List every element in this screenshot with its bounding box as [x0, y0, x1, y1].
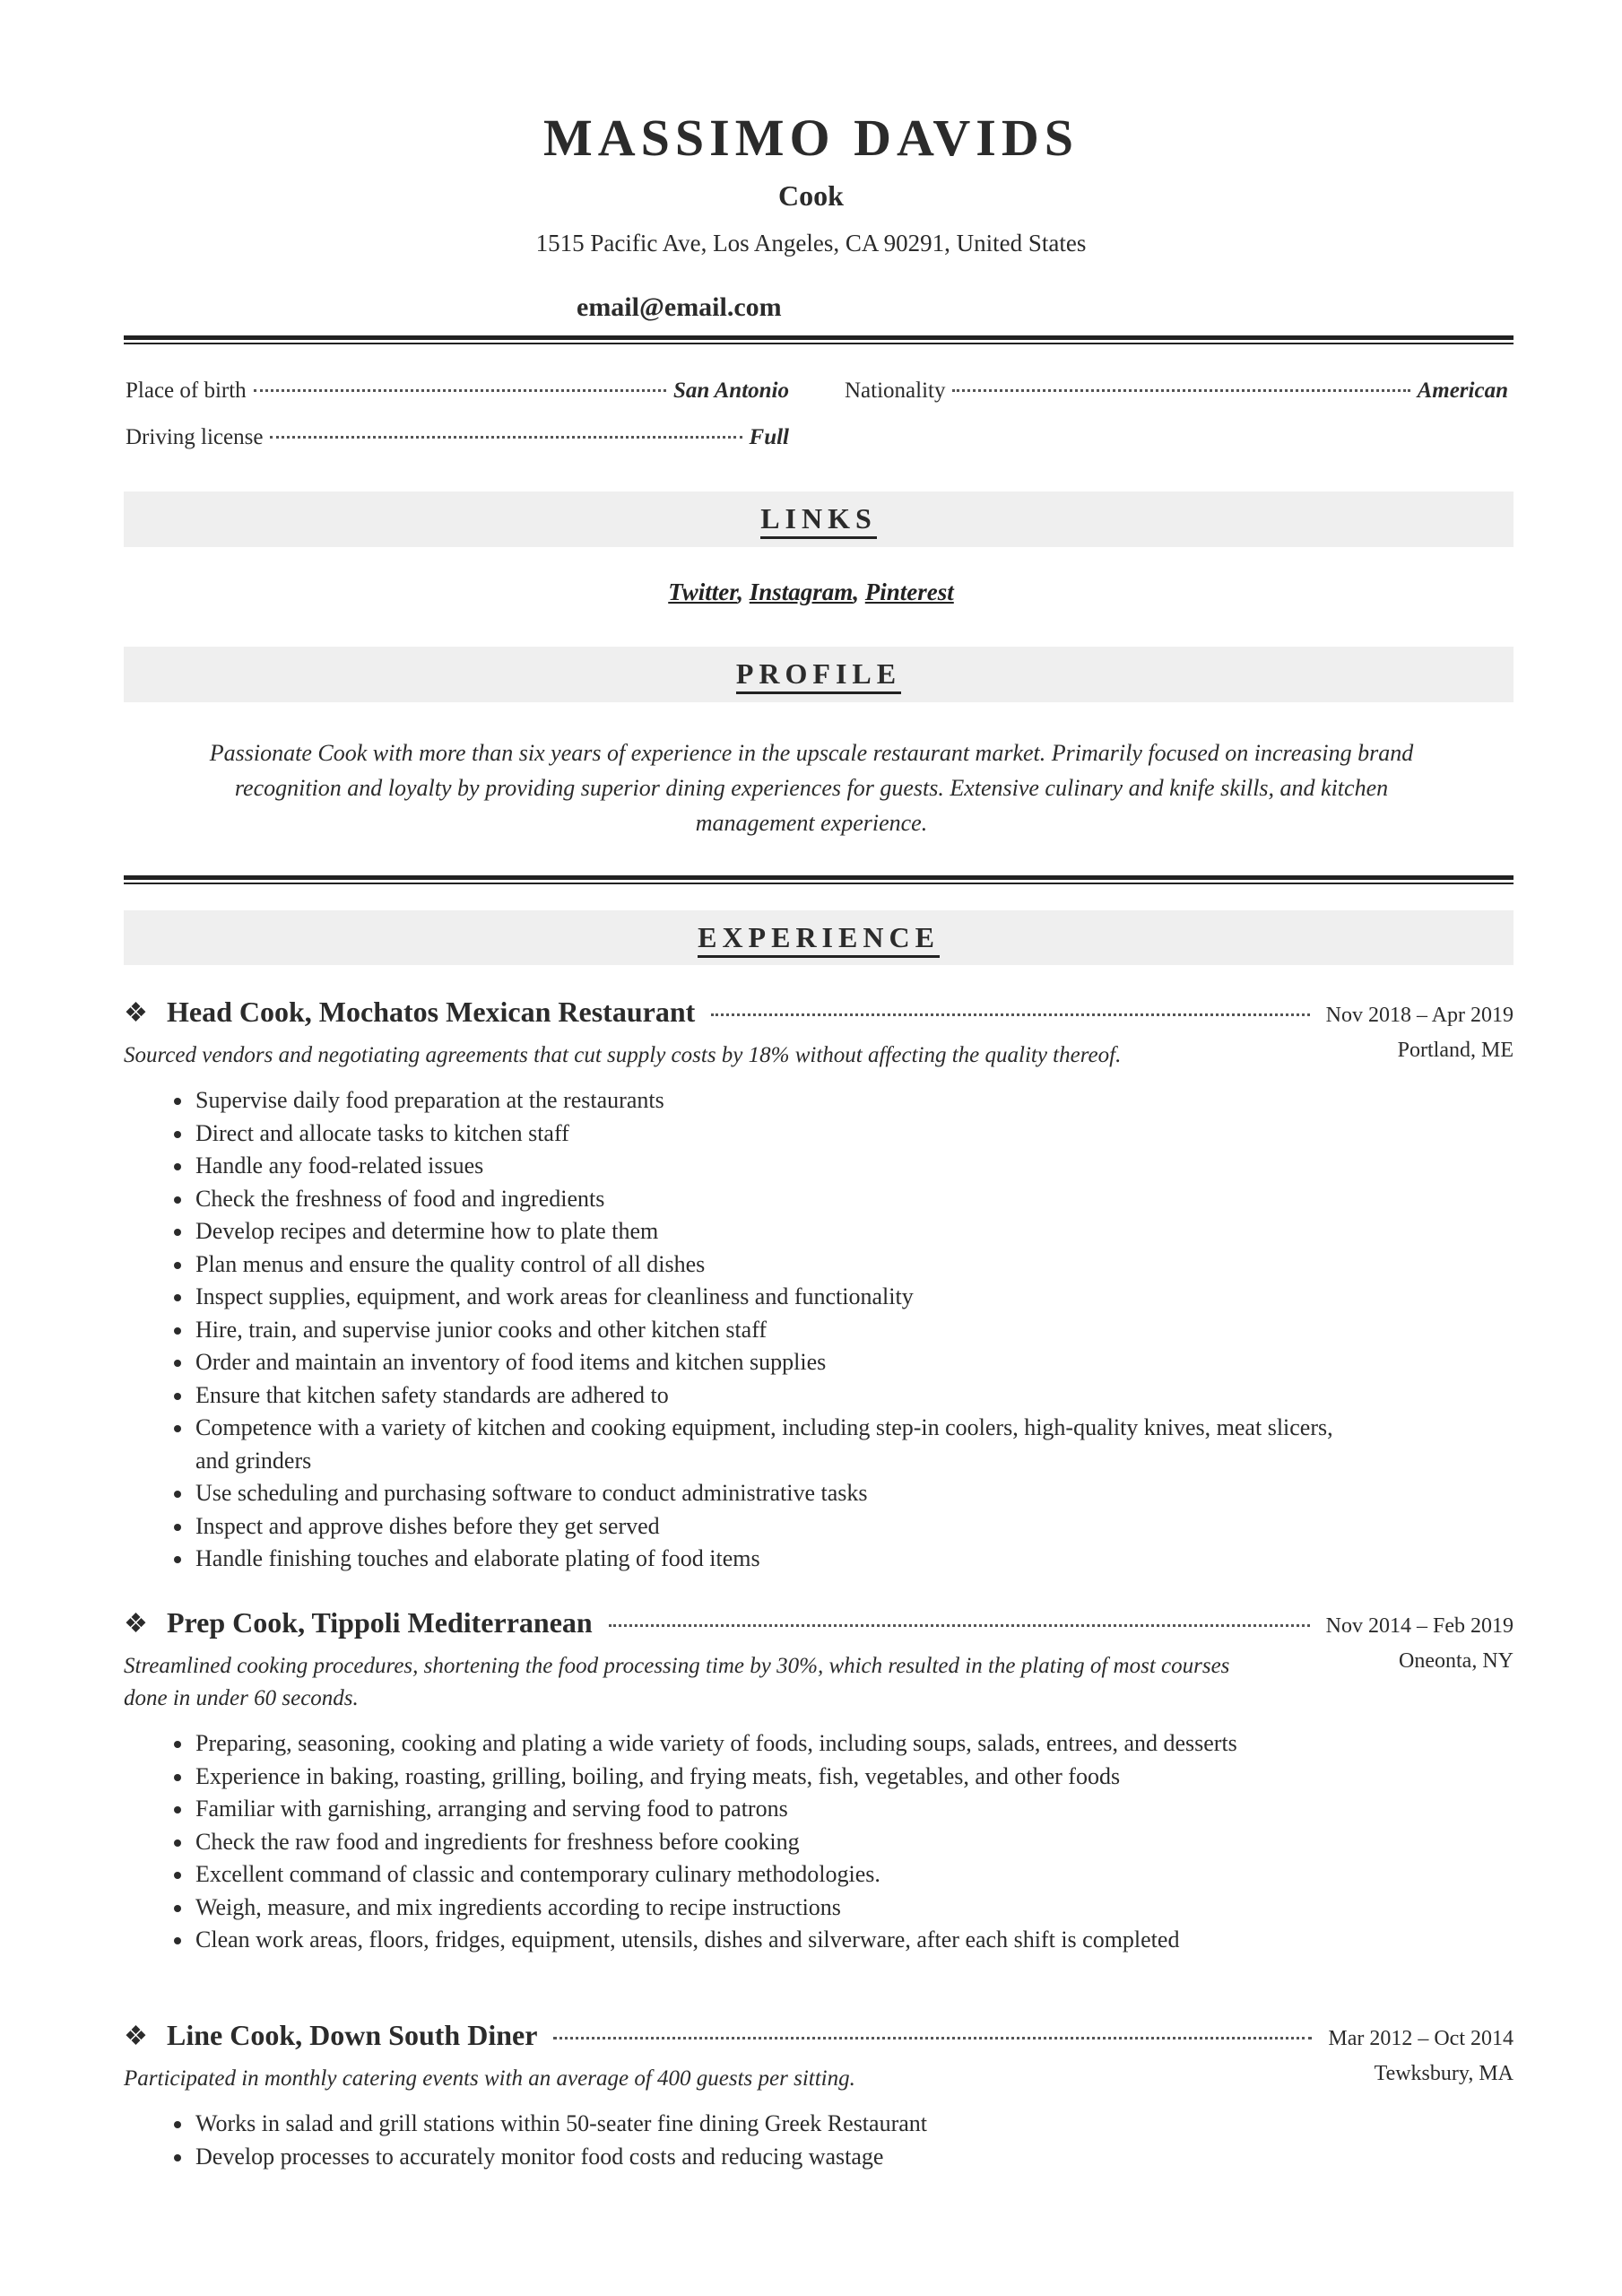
section-title: EXPERIENCE	[698, 921, 940, 958]
list-item: • Clean work areas, floors, fridges, equipment, utensils, dishes and silverware, after each shift is completed	[194, 1924, 1359, 1957]
list-item: • Direct and allocate tasks to kitchen staff	[194, 1118, 1359, 1151]
list-item: • Excellent command of classic and contemporary culinary methodologies.	[194, 1858, 1359, 1892]
job-dates: Nov 2018 – Apr 2019	[1325, 1004, 1514, 1027]
detail-label: Place of birth	[126, 378, 247, 403]
section-title: PROFILE	[736, 657, 901, 694]
list-item: • Weigh, measure, and mix ingredients according to recipe instructions	[194, 1892, 1359, 1925]
job-dates: Mar 2012 – Oct 2014	[1328, 2027, 1514, 2050]
job-bullets	[124, 2108, 1359, 2173]
job-bullets	[124, 1084, 1359, 1576]
job-location: Oneonta, NY	[1399, 1649, 1514, 1673]
list-item: • Handle any food-related issues	[194, 1150, 1359, 1183]
address: 1515 Pacific Ave, Los Angeles, CA 90291, United States	[535, 230, 1087, 257]
leader-dots	[609, 1624, 1310, 1627]
list-item: • Plan menus and ensure the quality control of all dishes	[194, 1248, 1359, 1282]
job-bullets	[124, 1727, 1359, 1957]
list-item: • Competence with a variety of kitchen and cooking equipment, including step-in coolers, high-quality knives, meat slicers, and grinders	[194, 1412, 1359, 1477]
profile-text: Passionate Cook with more than six years of experience in the upscale restaurant market. Primarily focused on increasing brand recognition and loyalty by providing superior dining experiences for guests. Extensive culinary and knife skills, and kitchen management experience.	[209, 740, 1414, 836]
list-item: • Check the freshness of food and ingredients	[194, 1183, 1359, 1216]
list-item: • Check the raw food and ingredients for freshness before cooking	[194, 1826, 1359, 1859]
job-heading: Line Cook, Down South Diner	[167, 2019, 538, 2051]
diamond-bullet-icon: ❖	[124, 998, 148, 1028]
job-dates: Nov 2014 – Feb 2019	[1325, 1614, 1514, 1638]
job-heading: Prep Cook, Tippoli Mediterranean	[167, 1606, 593, 1639]
detail-driving-license	[126, 425, 789, 450]
list-item: • Develop recipes and determine how to plate them	[194, 1215, 1359, 1248]
links-list: Twitter, Instagram, Pinterest	[668, 578, 954, 605]
job-title: Cook	[778, 179, 844, 212]
section-header-profile	[124, 647, 1514, 702]
experience-entry	[124, 996, 1514, 1576]
detail-place-of-birth	[126, 378, 789, 404]
candidate-name: MASSIMO DAVIDS	[543, 109, 1079, 167]
job-summary: Streamlined cooking procedures, shortening the food processing time by 30%, which resulted in the plating of most courses done in under 60 seconds.	[124, 1654, 1230, 1710]
list-item: • Order and maintain an inventory of food items and kitchen supplies	[194, 1346, 1359, 1379]
detail-value: American	[1417, 378, 1508, 403]
detail-label: Driving license	[126, 425, 264, 449]
section-title: LINKS	[760, 502, 877, 539]
list-item: • Familiar with garnishing, arranging and serving food to patrons	[194, 1793, 1359, 1826]
list-item: • Preparing, seasoning, cooking and plating a wide variety of foods, including soups, salads, entrees, and desserts	[194, 1727, 1359, 1761]
list-item: • Experience in baking, roasting, grilling, boiling, and frying meats, fish, vegetables, and other foods	[194, 1761, 1359, 1794]
list-item: • Use scheduling and purchasing software to conduct administrative tasks	[194, 1477, 1359, 1510]
list-item: • Inspect and approve dishes before they get served	[194, 1510, 1359, 1544]
link-twitter[interactable]: Twitter	[668, 578, 738, 605]
email[interactable]: email@email.com	[577, 292, 782, 322]
job-heading: Head Cook, Mochatos Mexican Restaurant	[167, 996, 696, 1028]
job-summary: Participated in monthly catering events with an average of 400 guests per sitting.	[124, 2066, 855, 2091]
divider	[124, 875, 1514, 884]
experience-entry	[124, 2019, 1514, 2173]
list-item: • Hire, train, and supervise junior cooks and other kitchen staff	[194, 1314, 1359, 1347]
list-item: • Develop processes to accurately monitor food costs and reducing wastage	[194, 2141, 1359, 2174]
detail-value: San Antonio	[672, 378, 789, 403]
detail-label: Nationality	[845, 378, 946, 403]
detail-value: Full	[749, 425, 789, 449]
list-item: • Inspect supplies, equipment, and work areas for cleanliness and functionality	[194, 1281, 1359, 1314]
divider	[124, 335, 1514, 344]
section-header-links	[124, 491, 1514, 547]
experience-entry	[124, 1606, 1514, 1957]
link-pinterest[interactable]: Pinterest	[864, 578, 954, 605]
detail-nationality	[845, 378, 1508, 404]
section-header-experience	[124, 910, 1514, 965]
list-item: • Ensure that kitchen safety standards are adhered to	[194, 1379, 1359, 1413]
link-instagram[interactable]: Instagram	[749, 578, 854, 605]
diamond-bullet-icon: ❖	[124, 2022, 148, 2051]
diamond-bullet-icon: ❖	[124, 1609, 148, 1639]
list-item: • Handle finishing touches and elaborate plating of food items	[194, 1543, 1359, 1576]
list-item: • Supervise daily food preparation at the restaurants	[194, 1084, 1359, 1118]
leader-dots	[711, 1013, 1309, 1016]
job-location: Tewksbury, MA	[1374, 2062, 1514, 2085]
job-location: Portland, ME	[1397, 1039, 1514, 1062]
list-item: • Works in salad and grill stations within 50-seater fine dining Greek Restaurant	[194, 2108, 1359, 2141]
job-summary: Sourced vendors and negotiating agreements that cut supply costs by 18% without affecting the quality thereof.	[124, 1043, 1122, 1067]
leader-dots	[553, 2037, 1312, 2039]
